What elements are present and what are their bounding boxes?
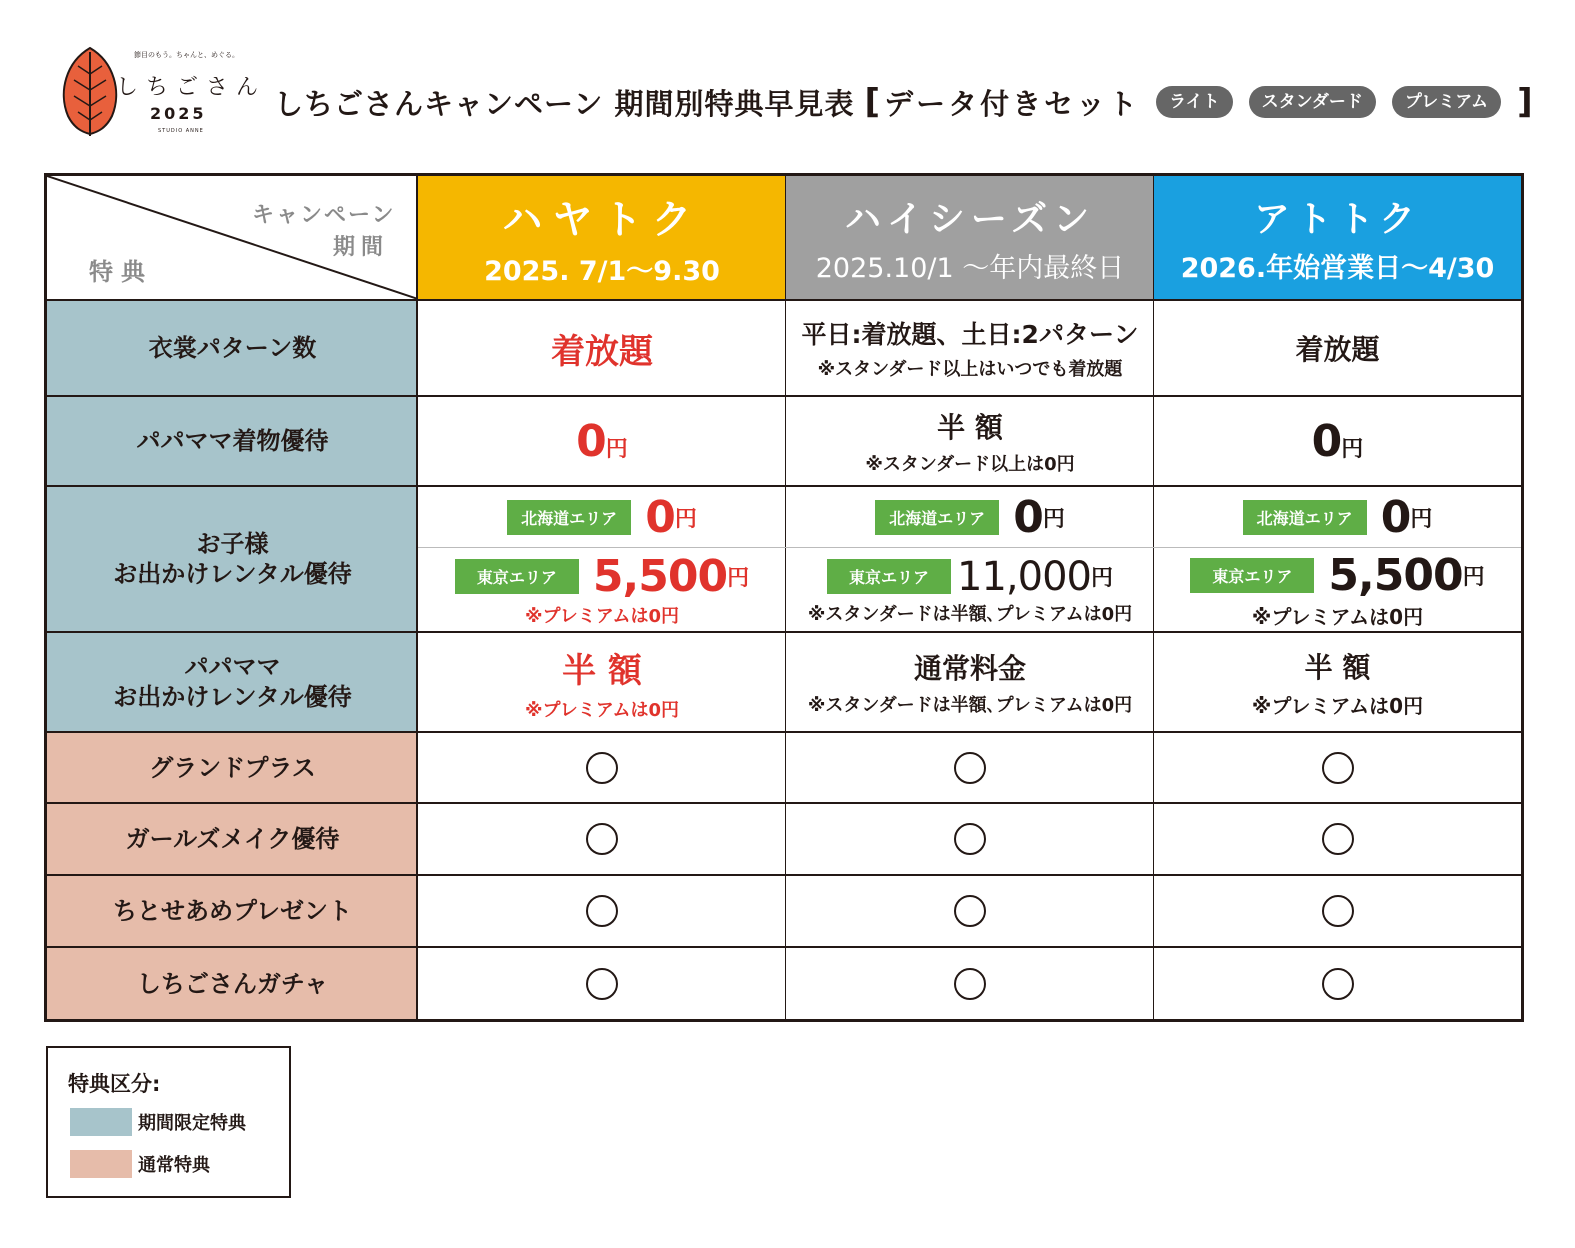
logo-year: 2025 <box>150 104 207 123</box>
legend-title: 特典区分: <box>68 1072 161 1096</box>
discount-note: ※スタンダード以上は0円 <box>865 454 1075 475</box>
grid-line <box>47 631 1521 633</box>
papamama-kimono-hayatoku <box>418 397 786 485</box>
area-badge-tokyo: 東京エリア <box>1190 558 1314 593</box>
price-unit: 円 <box>1090 566 1113 591</box>
row-label-line2: お出かけレンタル優待 <box>113 683 352 711</box>
costume-value: 着放題 <box>1295 333 1380 366</box>
row-label-girls-make <box>47 804 418 874</box>
papamama-rental-atotoku <box>1154 633 1521 731</box>
page-title <box>274 80 1537 124</box>
price-unit: 円 <box>1410 506 1433 532</box>
row-label-chitose-ame <box>47 876 418 946</box>
papamama-rental-hayatoku <box>418 633 786 731</box>
girls-make-highseason <box>786 804 1154 874</box>
costume-value: 着放題 <box>551 331 653 372</box>
grid-line <box>47 731 1521 733</box>
price-number: 11,000 <box>957 553 1091 600</box>
grid-line <box>47 299 1521 301</box>
child-rental-atotoku-hokkaido <box>1154 487 1521 547</box>
header-hayatoku <box>418 176 786 299</box>
gacha-hayatoku <box>418 948 786 1019</box>
price-unit: 円 <box>1341 436 1364 462</box>
available-circle-icon <box>1322 895 1354 927</box>
price-unit: 円 <box>605 436 628 462</box>
corner-period-label: 期間 <box>333 235 390 260</box>
price-number: 5,500 <box>1328 549 1463 601</box>
girls-make-atotoku <box>1154 804 1521 874</box>
available-circle-icon <box>954 895 986 927</box>
row-label-papamama-kimono <box>47 397 418 485</box>
legend-item-standard <box>70 1150 210 1178</box>
legend-swatch-peach <box>70 1150 132 1178</box>
discount-note: ※スタンダードは半額､プレミアムは0円 <box>807 695 1133 716</box>
chitose-ame-atotoku <box>1154 876 1521 946</box>
discount-note: ※プレミアムは0円 <box>1251 693 1424 718</box>
price-note: ※スタンダードは半額､プレミアムは0円 <box>807 603 1133 625</box>
row-label-child-rental <box>47 487 418 631</box>
grid-line <box>47 395 1521 397</box>
available-circle-icon <box>586 968 618 1000</box>
area-row <box>455 551 749 602</box>
child-rental-hayatoku-tokyo <box>418 548 786 631</box>
campaign-name: アトトク <box>1253 198 1422 240</box>
corner-benefit-label: 特典 <box>89 258 153 286</box>
row-label-text: グランドプラス <box>149 753 316 782</box>
girls-make-hayatoku <box>418 804 786 874</box>
header-atotoku <box>1154 176 1521 299</box>
costume-value: 平日:着放題、土日:2パターン <box>801 320 1139 349</box>
child-rental-atotoku-tokyo <box>1154 548 1521 631</box>
price-number: 0 <box>1013 491 1043 543</box>
corner-campaign-label: キャンペーン <box>252 203 396 228</box>
logo-studio: STUDIO ANNE <box>158 128 204 134</box>
available-circle-icon <box>586 895 618 927</box>
available-circle-icon <box>954 968 986 1000</box>
available-circle-icon <box>1322 752 1354 784</box>
discount-value: 半 額 <box>562 650 642 691</box>
plan-badge-light: ライト <box>1156 86 1233 118</box>
campaign-period: 2026.年始営業日～4/30 <box>1180 252 1495 284</box>
row-label-costume <box>47 301 418 395</box>
campaign-period: 2025. 7/1～9.30 <box>484 255 720 287</box>
row-label-text: ガールズメイク優待 <box>125 825 340 853</box>
row-label-text: 衣裳パターン数 <box>148 334 317 362</box>
legend-item-limited <box>70 1108 246 1136</box>
gacha-highseason <box>786 948 1154 1019</box>
child-rental-highseason-hokkaido <box>786 487 1154 547</box>
price-note: ※プレミアムは0円 <box>1251 604 1424 629</box>
area-row <box>1190 550 1484 601</box>
grid-line <box>418 547 1521 548</box>
logo-name: しちごさん <box>116 75 267 100</box>
costume-highseason <box>786 301 1154 395</box>
area-badge-hokkaido: 北海道エリア <box>507 500 631 535</box>
papamama-kimono-atotoku <box>1154 397 1521 485</box>
child-rental-hayatoku-hokkaido <box>418 487 786 547</box>
set-label: データ付きセット <box>884 86 1141 121</box>
campaign-name: ハヤトク <box>502 196 702 243</box>
campaign-name: ハイシーズン <box>844 198 1096 240</box>
chitose-ame-highseason <box>786 876 1154 946</box>
bracket-close: ] <box>1517 82 1533 122</box>
area-badge-hokkaido: 北海道エリア <box>875 500 999 535</box>
gacha-atotoku <box>1154 948 1521 1019</box>
available-circle-icon <box>954 752 986 784</box>
area-badge-tokyo: 東京エリア <box>827 559 951 594</box>
price-number: 0 <box>576 415 606 467</box>
grid-line <box>1153 176 1154 1019</box>
grid-line <box>47 485 1521 487</box>
costume-atotoku <box>1154 301 1521 395</box>
price-unit: 円 <box>1462 564 1485 590</box>
discount-value: 半 額 <box>1304 650 1371 684</box>
price-number: 0 <box>1380 491 1411 543</box>
discount-value: 通常料金 <box>913 652 1026 685</box>
row-label-line2: お出かけレンタル優待 <box>113 560 352 588</box>
price-unit: 円 <box>1042 506 1065 532</box>
campaign-period: 2025.10/1 ～年内最終日 <box>815 252 1125 284</box>
grand-plus-hayatoku <box>418 733 786 802</box>
corner-cell <box>47 176 418 299</box>
papamama-kimono-highseason <box>786 397 1154 485</box>
area-row <box>875 492 1065 543</box>
bracket-open: [ <box>864 82 881 122</box>
grid-line <box>47 874 1521 876</box>
grid-line <box>47 946 1521 948</box>
available-circle-icon <box>586 823 618 855</box>
legend-label: 通常特典 <box>138 1155 210 1176</box>
price-note: ※プレミアムは0円 <box>524 606 680 627</box>
costume-hayatoku <box>418 301 786 395</box>
grid-line <box>785 176 786 1019</box>
price-unit: 円 <box>674 506 697 532</box>
title-text: しちごさんキャンペーン 期間別特典早見表 <box>274 86 855 121</box>
chitose-ame-hayatoku <box>418 876 786 946</box>
benefit-table <box>44 173 1524 1022</box>
legend-swatch-teal <box>70 1108 132 1136</box>
row-label-grand-plus <box>47 733 418 802</box>
grand-plus-atotoku <box>1154 733 1521 802</box>
available-circle-icon <box>1322 968 1354 1000</box>
row-label-text: パパママ着物優待 <box>136 427 329 455</box>
grid-line <box>47 802 1521 804</box>
available-circle-icon <box>586 752 618 784</box>
discount-note: ※プレミアムは0円 <box>524 699 680 721</box>
plan-badge-standard: スタンダード <box>1249 86 1376 118</box>
price <box>576 416 628 467</box>
price-number: 0 <box>645 491 675 543</box>
plan-badge-premium: プレミアム <box>1392 86 1501 118</box>
row-label-line1: お子様 <box>196 530 269 558</box>
row-label-papamama-rental <box>47 633 418 731</box>
area-badge-tokyo: 東京エリア <box>455 559 579 594</box>
area-row <box>507 492 697 543</box>
papamama-rental-highseason <box>786 633 1154 731</box>
logo-tagline: 節目のもう。ちゃんと、めぐる。 <box>134 51 239 59</box>
discount-value: 半 額 <box>937 411 1003 444</box>
price-number: 0 <box>1311 415 1342 467</box>
legend-label: 期間限定特典 <box>138 1113 246 1134</box>
available-circle-icon <box>1322 823 1354 855</box>
child-rental-highseason-tokyo <box>786 548 1154 631</box>
available-circle-icon <box>954 823 986 855</box>
area-row <box>1243 492 1433 543</box>
grand-plus-highseason <box>786 733 1154 802</box>
header-highseason <box>786 176 1154 299</box>
row-label-gacha <box>47 948 418 1019</box>
logo <box>50 44 267 144</box>
price-number: 5,500 <box>592 551 728 602</box>
row-label-text: しちごさんガチャ <box>136 969 329 998</box>
legend <box>46 1046 291 1198</box>
row-label-text: ちとせあめプレゼント <box>112 897 353 925</box>
area-badge-hokkaido: 北海道エリア <box>1243 500 1367 535</box>
grid-line <box>416 176 418 1019</box>
price <box>1312 416 1364 467</box>
row-label-line1: パパママ <box>184 653 281 681</box>
costume-note: ※スタンダード以上はいつでも着放題 <box>817 359 1123 380</box>
price-unit: 円 <box>727 566 750 591</box>
area-row <box>827 554 1113 600</box>
